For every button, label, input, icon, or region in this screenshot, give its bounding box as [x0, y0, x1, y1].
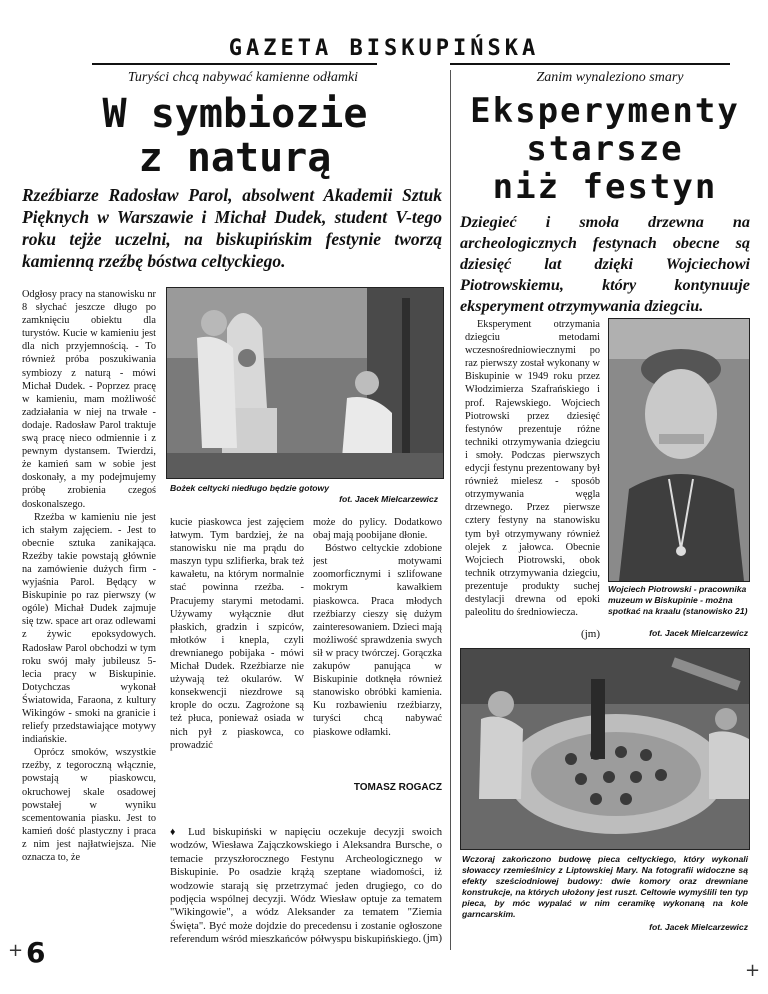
- right-article-body: [465, 318, 600, 634]
- sculpture-photo: [166, 287, 444, 479]
- column-divider: [450, 70, 451, 950]
- left-article-column-2: [170, 516, 304, 798]
- right-kicker: Zanim wynaleziono smary: [536, 70, 684, 85]
- column-1-paragraph: Oprócz smoków, wszystkie rzeźby, z tegoroczną włącznie, powstają w piaskowcu, okruchowej skale osadowej powstałej w wyniku scementowania piasku. Jest to kamień dość plastyczny i praca z nim jest najłatwiejsza. Nie oznacza to, że: [22, 747, 156, 864]
- left-headline-line1: W symbiozie: [102, 91, 368, 137]
- right-lead: Dziegieć i smoła drzewna na archeologicznych festynach obecne są dziesięć lat dzięki Wojciechowi Piotrowskiemu, który kontynuuje eksperyment otrzymywania dziegciu.: [460, 213, 750, 315]
- sculpture-photo-graphic: [167, 288, 443, 478]
- right-headline-line3: niż festyn: [492, 167, 718, 207]
- kiln-photo: [460, 648, 750, 850]
- right-article-signature: (jm): [581, 628, 600, 640]
- kiln-photo-caption: Wczoraj zakończono budowę pieca celtyckiego, który wykonali słowaccy rzemieślnicy z Liptowskiej Mary. Na fotografii widoczne są efekty sześciodniowej budowy: dwie komory oraz drewniane konstrukcje, na których ułożony jest ruszt. Celtowie wymyślili ten typ pieca, by móc wypalać w nim ceramikę wykonaną na kole garncarskim.: [462, 854, 748, 919]
- portrait-photo-credit: fot. Jacek Mielcarzewicz: [649, 628, 748, 638]
- column-3-paragraph: Bóstwo celtyckie zdobione jest motywami zoomorficznymi i szlifowane mokrym kawałkiem piaskowca. Praca młodych rzeźbiarzy cieszy się dużym zainteresowaniem. Dzieci mają możliwość sprawdzenia swych sił w pracy twórczej. Gorączka zakupów panująca w Biskupinie dotknęła również stanowisko obróbki kamienia. Ku rozbawieniu rzeźbiarzy, turyści chcą nabywać piaskowe odłamki.: [313, 543, 442, 738]
- right-headline-line2: starsze: [526, 129, 684, 169]
- portrait-photo-graphic: [609, 319, 749, 581]
- left-headline-line2: z naturą: [138, 135, 332, 181]
- masthead-rule-left: [92, 63, 377, 65]
- portrait-photo-caption: Wojciech Piotrowski - pracownika muzeum w Biskupinie - można spotkać na kraalu (stanowisko 21): [608, 584, 748, 616]
- sculpture-photo-credit: fot. Jacek Mielcarzewicz: [339, 494, 438, 504]
- left-article-column-1: [22, 288, 156, 968]
- kiln-photo-credit: fot. Jacek Mielcarzewicz: [649, 922, 748, 932]
- right-article-text: Eksperyment otrzymania dziegciu metodami wczesnośredniowiecznymi po raz pierwszy został wykonany w Biskupinie w 1949 roku przez Włodzimierza Szafrańskiego i prof. Rajewskiego. Wojciech Piotrowski przez dziesięć festynów prezentuje różne techniki otrzymywania dziegciu i smoły. Podczas pierwszych edycji festynu prezentowany był również mielesz - sposób otrzymywania węgla drzewnego. Przez pierwsze cztery festyny na stanowisku tym był otrzymywany również olejek z jałowca. Obecnie Wojciech Piotrowski, obok technik otrzymywania dziegciu, prezentuje produkty suchej destylacji drewna od epoki paleolitu do średniowiecza.: [465, 319, 600, 619]
- portrait-photo: [608, 318, 750, 582]
- right-headline-line1: Eksperymenty: [470, 91, 740, 131]
- sculpture-photo-caption: Bożek celtycki niedługo będzie gotowy: [170, 483, 330, 493]
- masthead: GAZETA BISKUPIŃSKA: [228, 36, 540, 61]
- column-3-paragraph: może do pylicy. Dodatkowo obaj mają poobijane dłonie.: [313, 517, 442, 542]
- column-2-text: kucie piaskowca jest zajęciem łatwym. Tym bardziej, że na stanowisku nie ma prądu do maszyn typu szlifierka, brak też kawałetu, na którym normalnie stać powinna rzeźba. - Pracujemy starymi metodami. Używamy wyłącznie dłut płaskich, gradzin i szpiców, młotków i knepla, czyli drewnianego pobijaka - mówi Michał Dudek. Rzeźbiarze nie używają też okularów. W konsekwencji niezdrowe są krople do oczu. Zagrożone są też płuca, ponieważ osiada w nich pył z piaskowca, co prowadzić: [170, 517, 304, 751]
- left-kicker: Turyści chcą nabywać kamienne odłamki: [127, 70, 359, 85]
- festival-brief: [170, 826, 442, 944]
- festival-brief-text: ♦ Lud biskupiński w napięciu oczekuje decyzji swoich wodzów, Wiesława Zajączkowskiego i Aleksandra Bursche, o temacie przyszłorocznego Festynu Archeologicznego w Biskupinie. Po osadzie krążą szeptane wiadomości, iż wodzowie starają się przetrzymać jeden drugiego, co do podjęcia wspólnej decyzji. Wódz Wiesław optuje za tematem "Wikingowie", a wódz Aleksander za tematem "Ziemia Święta". Być może dojdzie do precedensu i zostanie ogłoszone referendum wśród mieszkańców półwyspu biskupińskiego.: [170, 827, 442, 944]
- left-article-column-3: [313, 516, 442, 776]
- page-number: 6: [26, 936, 46, 969]
- column-1-paragraph: Odgłosy pracy na stanowisku nr 8 słychać jeszcze długo po zamknięciu obiektu dla turystów. Kucie w kamieniu jest dla nich przyjemnością. - To również próba poszukiwania symbiozy z naturą - mówi Michał Dudek. - Poprzez pracę w kamieniu, mam możliwość zadziałania w niej na trwałe - dodaje. Radosław Parol traktuje swą pracę nieco odmiennie i z pewnym dystansem. Twierdzi, że kamień sam w sobie jest doskonały, a my podejmujemy próbę zrobienia czegoś doskonalszego.: [22, 289, 156, 510]
- crop-mark-right: +: [745, 960, 761, 981]
- crop-mark-left: +: [8, 940, 24, 961]
- left-article-author: TOMASZ ROGACZ: [353, 782, 442, 793]
- masthead-rule-right: [450, 63, 730, 65]
- festival-brief-signature: (jm): [423, 932, 442, 944]
- kiln-photo-graphic: [461, 649, 749, 849]
- left-lead: Rzeźbiarze Radosław Parol, absolwent Akademii Sztuk Pięknych w Warszawie i Michał Dudek, student V-tego roku tejże uczelni, na biskupińskim festynie tworzą kamienną rzeźbę bóstwa celtyckiego.: [22, 185, 442, 271]
- column-1-paragraph: Rzeźba w kamieniu nie jest ich stałym zajęciem. - Jest to obecnie sztuka zanikająca. Rzeźby takie powstają głównie na zamówienie dużych firm - wyjaśnia Parol. Będący w Biskupinie po raz pierwszy (w ogóle) Michał Dudek zajmuje się tzw. space art oraz odlewami z żywic epoksydowych. Radosław Parol obchodzi w tym roku swój mały jubileusz 5-lecia pracy w Biskupinie. Dotychczas wykonał Światowida, Faraona, z kultury Wikingów - smoki na granicie i reliefy przedstawiające motywy indiańskie.: [22, 511, 156, 746]
